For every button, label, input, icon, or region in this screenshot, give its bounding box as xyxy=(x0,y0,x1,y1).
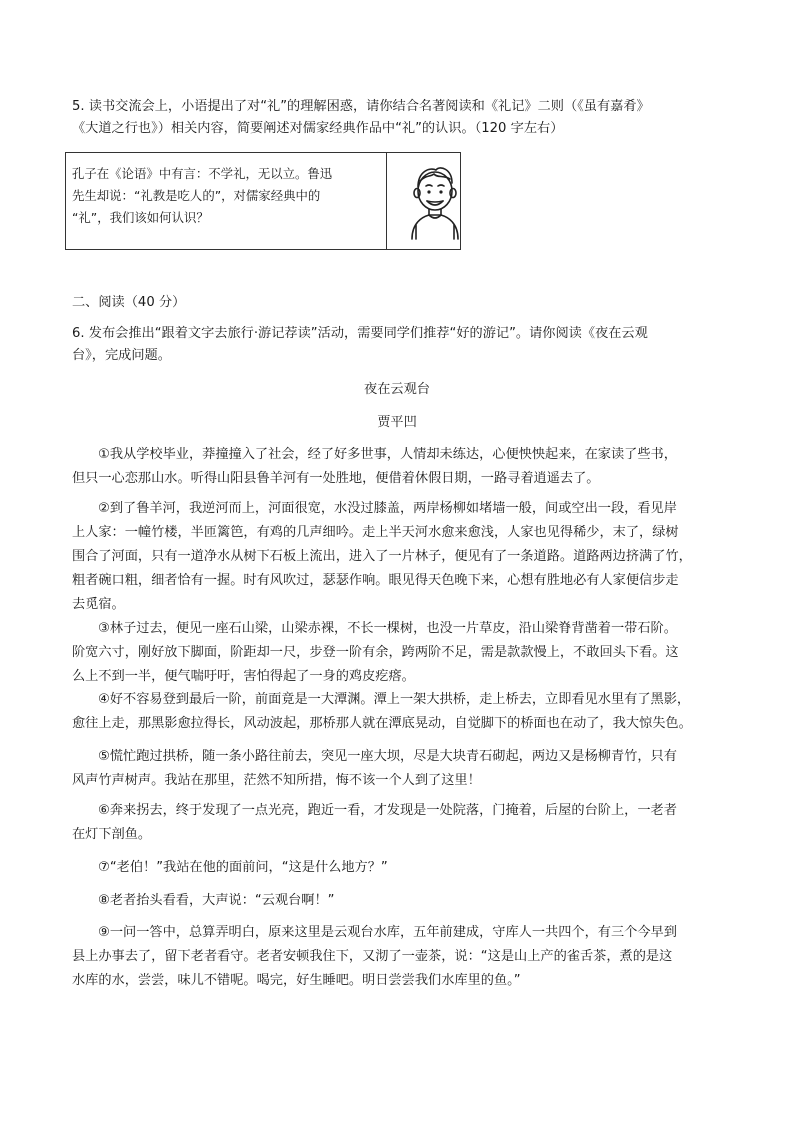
text-line: 么上不到一半，便气喘吁吁，害怕得起了一身的鸡皮疙瘩。 xyxy=(72,669,415,684)
text-line: ④好不容易登到最后一阶，前面竟是一大潭渊。潭上一架大拱桥，走上桥去，立即看见水里有了黑影， xyxy=(98,692,691,707)
text-line: ⑤慌忙跑过拱桥，随一条小路往前去，突见一座大坝，尽是大块青石砌起，两边又是杨柳青竹，只有 xyxy=(98,749,677,764)
text-line: ③林子过去，便见一座石山梁，山梁赤裸，不长一棵树，也没一片草皮，沿山梁脊背凿着一带石阶。 xyxy=(98,621,677,636)
text-line: 围合了河面，只有一道净水从树下石板上流出，进入了一片林子，便见有了一条道路。道路两边挤满了竹， xyxy=(72,549,692,564)
paragraph-2 xyxy=(72,497,722,617)
text-line: ⑨一问一答中，总算弄明白，原来这里是云观台水库，五年前建成，守库人一共四个，有三个今早到 xyxy=(98,925,677,940)
text-line: 县上办事去了，留下老者看守。老者安顿我住下，又沏了一壶茶，说：“这是山上产的雀舌茶，煮的是这 xyxy=(72,949,673,964)
q6-prompt xyxy=(72,323,648,367)
box-divider xyxy=(386,153,387,249)
paragraph-7 xyxy=(72,856,722,880)
quote-text xyxy=(72,163,382,229)
article-title: 夜在云观台 xyxy=(364,382,430,397)
text-line: 阶宽六寸，刚好放下脚面，阶距却一尺，步登一阶有余，跨两阶不足，需是款款慢上，不敢回头下看。这 xyxy=(72,645,679,660)
text-line: ②到了鲁羊河，我逆河而上，河面很宽，水没过膝盖，两岸杨柳如堵墙一般，间或空出一段，看见岸 xyxy=(98,501,677,516)
text-line: 粗者碗口粗，细者恰有一握。时有风吹过，瑟瑟作响。眼见得天色晚下来，心想有胜地必有人家便信步走 xyxy=(72,573,679,588)
quote-line: 孔子在《论语》中有言：不学礼，无以立。鲁迅 xyxy=(72,166,333,181)
text-line: ⑦“老伯！”我站在他的面前问，“这是什么地方？” xyxy=(98,860,388,875)
text-line: ①我从学校毕业，莽撞撞入了社会，经了好多世事，人情却未练达，心便怏怏起来，在家读了些书， xyxy=(98,447,677,462)
paragraph-8 xyxy=(72,889,722,913)
q5-line-1: 5. 读书交流会上，小语提出了对“礼”的理解困惑，请你结合名著阅读和《礼记》二则（《虽有嘉肴》 xyxy=(72,99,650,114)
paragraph-1 xyxy=(72,443,722,491)
quote-box xyxy=(65,152,461,250)
quote-line: “礼”，我们该如何认识？ xyxy=(72,210,209,225)
paragraph-3 xyxy=(72,617,722,689)
boy-cartoon-icon xyxy=(406,161,464,241)
text-line: 去觅宿。 xyxy=(72,597,125,612)
paragraph-6 xyxy=(72,799,722,847)
article-author: 贾平凹 xyxy=(377,415,417,430)
paragraph-5 xyxy=(72,745,722,793)
text-line: ⑥奔来拐去，终于发现了一点光亮，跑近一看，才发现是一处院落，门掩着，后屋的台阶上，一老者 xyxy=(98,803,677,818)
q5-line-2: 《大道之行也》）相关内容，简要阐述对儒家经典作品中“礼”的认识。（120 字左右） xyxy=(72,121,564,136)
text-line: 愈往上走，那黑影愈拉得长，风动波起，那桥那人就在潭底晃动，自觉脚下的桥面也在动了，我大惊失色。 xyxy=(72,716,692,731)
paragraph-4 xyxy=(72,688,722,736)
q6-line: 6. 发布会推出“跟着文字去旅行·游记荐读”活动，需要同学们推荐“好的游记”。请你阅读《夜在云观 xyxy=(72,326,648,341)
q6-line: 台》，完成问题。 xyxy=(72,348,171,363)
paragraph-9 xyxy=(72,921,722,993)
text-line: 上人家：一幢竹楼，半匝篱笆，有鸡的几声细吟。走上半天河水愈来愈浅，人家也见得稀少，末了，绿树 xyxy=(72,525,679,540)
text-line: 但只一心恋那山水。听得山阳县鲁羊河有一处胜地，便借着休假日期，一路寻着逍遥去了。 xyxy=(72,471,600,486)
text-line: 在灯下剖鱼。 xyxy=(72,827,152,842)
section-title: 二、阅读（40 分） xyxy=(72,295,186,310)
quote-line: 先生却说：“礼教是吃人的”，对儒家经典中的 xyxy=(72,188,321,203)
text-line: 水库的水，尝尝，味儿不错呢。喝完，好生睡吧。明日尝尝我们水库里的鱼。” xyxy=(72,973,521,988)
text-line: 风声竹声树声。我站在那里，茫然不知所措，悔不该一个人到了这里！ xyxy=(72,773,481,788)
text-line: ⑧老者抬头看看，大声说：“云观台啊！” xyxy=(98,893,335,908)
